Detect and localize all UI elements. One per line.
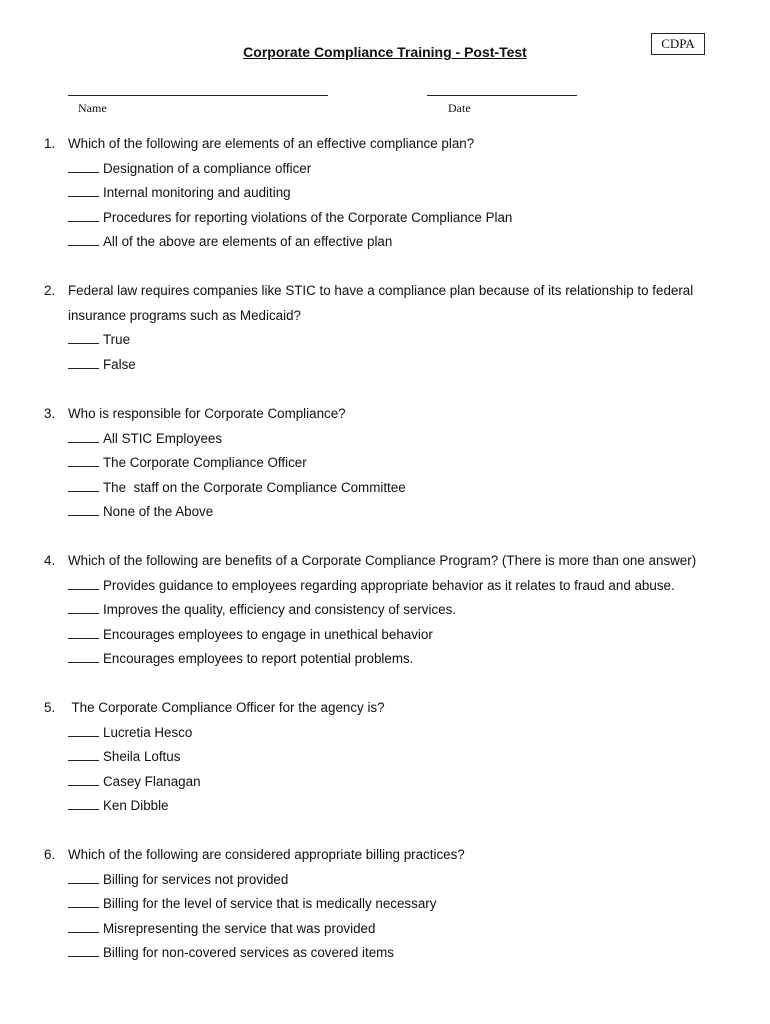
option-text: The Corporate Compliance Officer (103, 455, 307, 470)
question-text: Which of the following are elements of an effective compliance plan? (68, 136, 475, 151)
name-line[interactable] (68, 95, 328, 96)
option-text: Provides guidance to employees regarding appropriate behavior as it relates to fraud and abuse. (103, 577, 675, 593)
option-text: True (103, 332, 131, 347)
question-text: Which of the following are considered appropriate billing practices? (68, 847, 465, 862)
option-text: Lucretia Hesco (103, 724, 193, 740)
answer-blank[interactable] (68, 917, 99, 933)
answer-blank[interactable] (68, 181, 99, 197)
answer-blank[interactable] (68, 647, 99, 663)
question-number: 1. (44, 136, 56, 151)
option-text: Billing for the level of service that is medically necessary (103, 896, 437, 911)
answer-blank[interactable] (68, 623, 99, 639)
option-text: Sheila Loftus (103, 749, 181, 764)
question-5 (44, 696, 744, 819)
question-1 (44, 132, 744, 255)
answer-blank[interactable] (68, 868, 99, 884)
answer-blank[interactable] (68, 427, 99, 443)
answer-blank[interactable] (68, 770, 99, 786)
answer-blank[interactable] (68, 157, 99, 173)
answer-option (44, 574, 744, 599)
answer-option (44, 647, 744, 672)
answer-option (44, 181, 744, 206)
option-text: Encourages employees to report potential problems. (103, 651, 414, 666)
answer-option (44, 230, 744, 255)
option-text: Misrepresenting the service that was provided (103, 920, 376, 936)
question-text: Who is responsible for Corporate Compliance? (68, 406, 346, 421)
answer-option (44, 427, 744, 452)
option-text: Billing for services not provided (103, 871, 289, 887)
option-text: Internal monitoring and auditing (103, 185, 291, 200)
answer-option (44, 451, 744, 476)
answer-option (44, 353, 744, 378)
answer-option (44, 500, 744, 525)
answer-option (44, 598, 744, 623)
answer-option (44, 868, 744, 893)
option-text: Procedures for reporting violations of the Corporate Compliance Plan (103, 209, 513, 225)
option-text: None of the Above (103, 504, 214, 519)
answer-blank[interactable] (68, 794, 99, 810)
question-number: 2. (44, 283, 56, 298)
question-number: 6. (44, 847, 56, 862)
answer-option (44, 892, 744, 917)
question-text: The Corporate Compliance Officer for the agency is? (68, 700, 385, 715)
answer-blank[interactable] (68, 206, 99, 222)
option-text: All of the above are elements of an effective plan (103, 234, 393, 249)
question-2 (44, 279, 744, 377)
answer-blank[interactable] (68, 598, 99, 614)
answer-blank[interactable] (68, 574, 99, 590)
option-text: False (103, 356, 136, 372)
question-text: Federal law requires companies like STIC to have a compliance plan because of its relationship to federal insurance programs such as Medicaid? (68, 283, 694, 323)
form-code-badge: CDPA (651, 33, 705, 55)
option-text: Designation of a compliance officer (103, 160, 312, 176)
answer-blank[interactable] (68, 353, 99, 369)
option-text: Encourages employees to engage in unethical behavior (103, 626, 433, 642)
date-label: Date (448, 101, 471, 115)
question-number: 5. (44, 700, 56, 715)
answer-option (44, 941, 744, 966)
option-text: Billing for non-covered services as covered items (103, 945, 394, 960)
answer-option (44, 157, 744, 182)
answer-option (44, 917, 744, 942)
question-6 (44, 843, 744, 966)
question-3 (44, 402, 744, 525)
answer-blank[interactable] (68, 500, 99, 516)
option-text: All STIC Employees (103, 430, 223, 446)
page-title: Corporate Compliance Training - Post-Test (243, 44, 527, 60)
answer-option (44, 721, 744, 746)
name-label: Name (78, 101, 107, 115)
answer-option (44, 770, 744, 795)
question-4 (44, 549, 744, 672)
answer-option (44, 476, 744, 501)
option-text: Casey Flanagan (103, 773, 201, 789)
option-text: Improves the quality, efficiency and consistency of services. (103, 602, 457, 617)
answer-option (44, 794, 744, 819)
date-line[interactable] (427, 95, 577, 96)
answer-blank[interactable] (68, 476, 99, 492)
option-text: Ken Dibble (103, 798, 169, 813)
answer-option (44, 623, 744, 648)
option-text: The staff on the Corporate Compliance Committee (103, 479, 406, 495)
answer-blank[interactable] (68, 941, 99, 957)
answer-option (44, 328, 744, 353)
answer-blank[interactable] (68, 328, 99, 344)
answer-option (44, 206, 744, 231)
answer-blank[interactable] (68, 230, 99, 246)
question-number: 4. (44, 553, 56, 568)
question-number: 3. (44, 406, 56, 421)
answer-option (44, 745, 744, 770)
answer-blank[interactable] (68, 721, 99, 737)
answer-blank[interactable] (68, 745, 99, 761)
answer-blank[interactable] (68, 451, 99, 467)
answer-blank[interactable] (68, 892, 99, 908)
question-text: Which of the following are benefits of a Corporate Compliance Program? (There is more than one answer) (68, 553, 697, 568)
